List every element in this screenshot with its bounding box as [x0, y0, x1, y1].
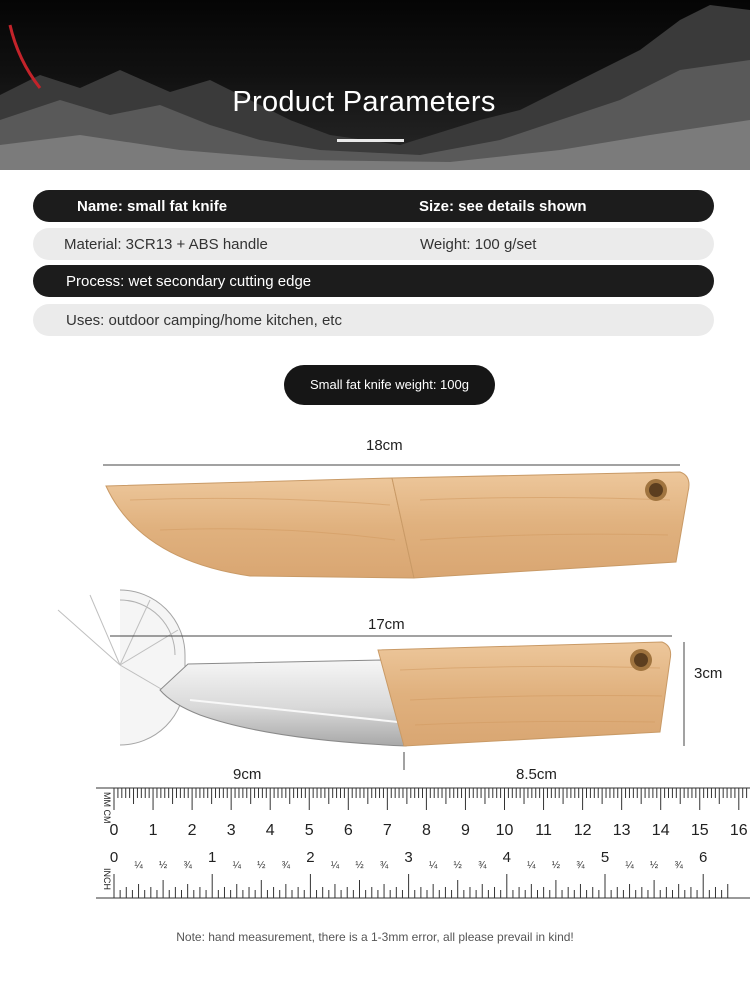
spec-material: Material: 3CR13 + ABS handle — [64, 236, 268, 253]
inch-fraction-label: ¾ — [379, 860, 389, 871]
spec-uses: Uses: outdoor camping/home kitchen, etc — [66, 312, 342, 329]
wooden-sheath — [106, 472, 689, 578]
cm-tick-label: 13 — [612, 822, 631, 839]
measurement-note: Note: hand measurement, there is a 1-3mm error, all please prevail in kind! — [176, 930, 574, 944]
inch-fraction-label: ¼ — [134, 860, 143, 871]
page-title: Product Parameters — [232, 86, 496, 118]
cm-tick-label: 6 — [343, 822, 353, 839]
inch-fraction-label: ¾ — [576, 860, 585, 871]
cm-tick-label: 1 — [148, 822, 158, 839]
cm-tick-label: 7 — [382, 822, 392, 839]
inch-tick-label: 5 — [600, 849, 610, 866]
weight-badge: Small fat knife weight: 100g — [284, 365, 495, 405]
inch-tick-label: 6 — [699, 849, 708, 866]
inch-fraction-label: ¼ — [330, 860, 340, 871]
cm-tick-label: 10 — [495, 822, 514, 839]
cm-tick-label: 12 — [573, 822, 592, 839]
handle-length-label: 8.5cm — [516, 766, 557, 783]
cm-tick-label: 9 — [460, 822, 470, 839]
inch-fraction-label: ¼ — [428, 860, 438, 871]
inch-fraction-label: ¼ — [625, 860, 634, 871]
cm-tick-label: 15 — [690, 822, 709, 839]
inch-fraction-label: ½ — [453, 860, 462, 871]
inch-tick-label: 2 — [306, 849, 315, 866]
inch-unit-label: INCH — [102, 868, 112, 890]
cm-tick-label: 11 — [535, 822, 552, 839]
cm-unit-label: MM CM — [102, 792, 112, 824]
inch-fraction-label: ¼ — [527, 860, 536, 871]
cm-tick-label: 0 — [109, 822, 119, 839]
cm-tick-label: 14 — [651, 822, 670, 839]
inch-fraction-label: ¾ — [281, 860, 291, 871]
inch-tick-label: 0 — [109, 849, 119, 866]
ruler — [96, 788, 750, 898]
inch-tick-label: 3 — [404, 849, 413, 866]
inch-fraction-label: ¼ — [232, 860, 241, 871]
cm-tick-label: 8 — [421, 822, 431, 839]
knife-blade — [160, 660, 406, 746]
sheath-length-label: 18cm — [366, 437, 403, 454]
inch-fraction-label: ¾ — [183, 860, 192, 871]
cm-tick-label: 4 — [265, 822, 275, 839]
cm-tick-label: 5 — [304, 822, 314, 839]
spec-weight: Weight: 100 g/set — [420, 236, 537, 253]
inch-tick-label: 4 — [502, 849, 511, 866]
inch-fraction-label: ½ — [158, 860, 168, 871]
inch-fraction-label: ½ — [257, 860, 266, 871]
spec-process: Process: wet secondary cutting edge — [66, 273, 312, 290]
cm-tick-label: 2 — [187, 822, 197, 839]
cm-tick-label: 3 — [226, 822, 236, 839]
inch-fraction-label: ½ — [649, 860, 659, 871]
inch-fraction-label: ½ — [355, 860, 364, 871]
protractor-icon — [58, 590, 185, 745]
spec-size: Size: see details shown — [419, 198, 587, 215]
knife-handle — [378, 642, 671, 746]
blade-length-label: 9cm — [233, 766, 262, 783]
knife-length-label: 17cm — [368, 616, 405, 633]
cm-tick-label: 16 — [729, 822, 748, 839]
inch-fraction-label: ½ — [551, 860, 561, 871]
inch-tick-label: 1 — [208, 849, 217, 866]
spec-name: Name: small fat knife — [77, 198, 228, 215]
inch-fraction-label: ¾ — [478, 860, 487, 871]
handle-width-label: 3cm — [694, 665, 723, 682]
inch-fraction-label: ¾ — [674, 860, 683, 871]
